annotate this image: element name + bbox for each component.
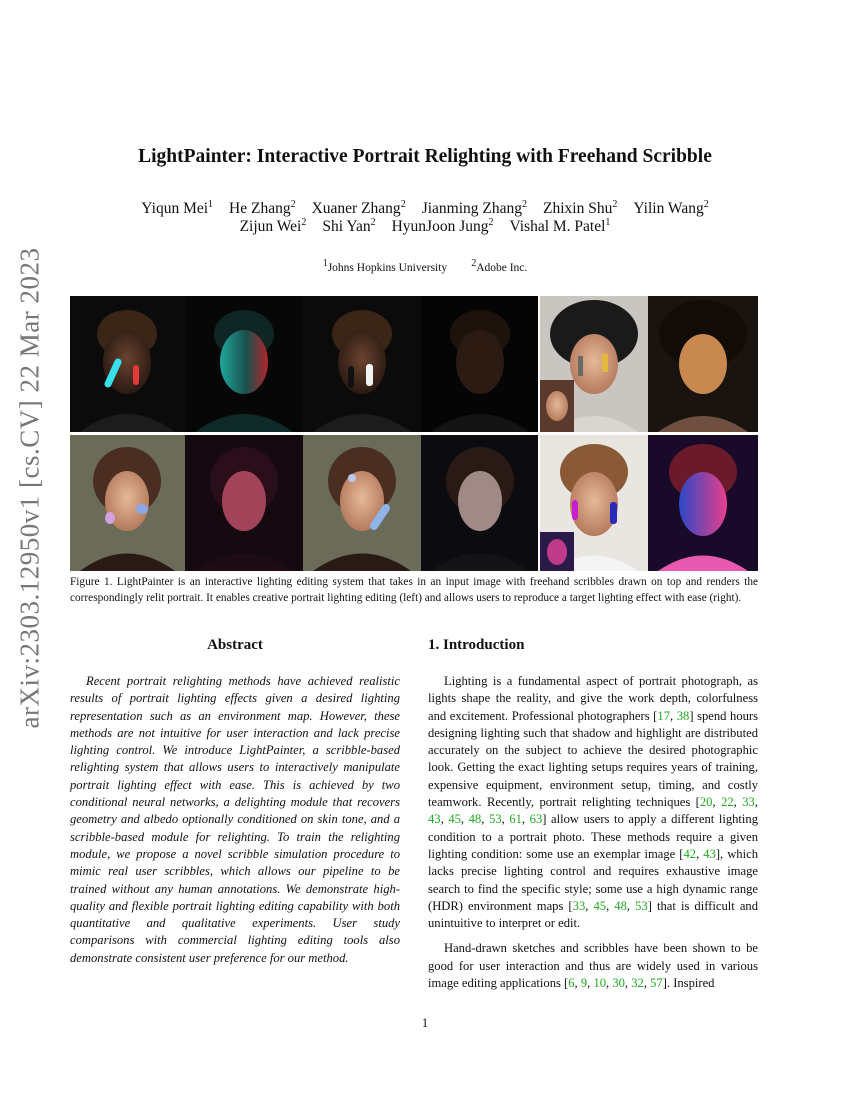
citation-link[interactable]: 57 xyxy=(650,976,663,991)
intro-paragraph-1: Lighting is a fundamental aspect of portrait photograph, as lights shape the reality, and give the work depth, colorfulness and excitement. Professional photographers [17, 38] spend hours designing lighting such that shadow and highlight are distributed accurately on the subject to achieve the desired photographic look. Getting the exact lighting setups requires years of training, expensive equipment, environment setup, timing, and costly teamwork. Recently, portrait relighting techniques [20, 22, 33, 43, 45, 48, 53, 61, 63] allow users to apply a different lighting condition to a portrait photo. These methods require a given lighting condition: some use an exemplar image [42, 43], which lacks precise lighting control and requires exhaustive image search to find the specific style; some use a high dynamic range (HDR) environment maps [33, 45, 48, 53] that is difficult and unintuitive to interpret or edit. xyxy=(428,674,759,931)
author-affiliation-mark: 2 xyxy=(301,216,307,228)
citation-link[interactable]: 22 xyxy=(721,795,734,810)
figure-panel-relit-5 xyxy=(421,435,538,571)
figure-panel-input-2 xyxy=(303,296,421,432)
teaser-figure xyxy=(70,296,758,571)
arxiv-sidebar xyxy=(8,247,52,729)
author-name: He Zhang$^2$ xyxy=(229,198,296,217)
citation-link[interactable]: 30 xyxy=(612,976,625,991)
author-affiliation-mark: 1 xyxy=(208,198,214,210)
author-affiliation-mark: 2 xyxy=(488,216,494,228)
citation-link[interactable]: 6 xyxy=(568,976,575,991)
citation-link[interactable]: 53 xyxy=(488,812,502,827)
citation-link[interactable]: 32 xyxy=(631,976,644,991)
citation-link[interactable]: 53 xyxy=(635,898,648,913)
citation-link[interactable]: 33 xyxy=(572,898,586,913)
citation-link[interactable]: 38 xyxy=(676,708,690,723)
citation-link[interactable]: 33 xyxy=(742,795,755,810)
author-line-1 xyxy=(0,200,850,218)
figure-panel-input-1 xyxy=(70,296,185,432)
figure-panel-input-6 xyxy=(540,435,648,571)
affiliation: $^2$Adobe Inc. xyxy=(471,258,528,274)
author-name: Yilin Wang$^2$ xyxy=(633,198,709,217)
author-affiliation-mark: 2 xyxy=(370,216,376,228)
figure-caption: Figure 1. LightPainter is an interactive lighting editing system that takes in an input image with freehand scribbles drawn on top and renders the correspondingly relit portrait. It enables creative portrait lighting editing (left) and allows users to reproduce a target lighting effect with ease (right). xyxy=(70,576,758,604)
citation-link[interactable]: 43 xyxy=(428,812,441,827)
author-name: Zhixin Shu$^2$ xyxy=(543,198,618,217)
citation-link[interactable]: 45 xyxy=(448,812,461,827)
citation-link[interactable]: 9 xyxy=(580,976,588,991)
citation-link[interactable]: 61 xyxy=(509,812,522,827)
author-name: Jianming Zhang$^2$ xyxy=(421,198,527,217)
figure-panel-relit-4 xyxy=(185,435,303,571)
figure-panel-input-5 xyxy=(303,435,421,571)
author-affiliation-mark: 2 xyxy=(612,198,618,210)
author-name: Vishal M. Patel$^1$ xyxy=(509,216,611,235)
author-affiliation-mark: 2 xyxy=(290,198,296,210)
intro-paragraph-2: Hand-drawn sketches and scribbles have been shown to be good for user interaction and thus are widely used in various image editing applications [6, 9, 10, 30, 32, 57]. Inspired xyxy=(428,941,758,991)
author-name: Xuaner Zhang$^2$ xyxy=(311,198,406,217)
author-name: Shi Yan$^2$ xyxy=(322,216,376,235)
author-affiliation-mark: 1 xyxy=(605,216,611,228)
citation-link[interactable]: 17 xyxy=(657,708,670,723)
citation-link[interactable]: 20 xyxy=(699,795,713,810)
affiliation: $^1$Johns Hopkins University xyxy=(322,258,448,274)
citation-link[interactable]: 48 xyxy=(614,898,627,913)
author-affiliation-mark: 2 xyxy=(522,198,527,210)
figure-panel-input-4 xyxy=(70,435,185,571)
page-number: 1 xyxy=(421,1016,429,1030)
intro-heading: 1. Introduction xyxy=(428,637,525,653)
figure-panel-relit-2 xyxy=(421,296,538,432)
figure-panel-relit-3 xyxy=(648,296,758,432)
figure-panel-relit-1 xyxy=(185,296,303,432)
citation-link[interactable]: 43 xyxy=(703,846,716,861)
affiliations xyxy=(0,258,850,274)
citation-link[interactable]: 42 xyxy=(683,846,697,861)
author-affiliation-mark: 2 xyxy=(703,198,709,210)
abstract-text: Recent portrait relighting methods have achieved realistic results of portrait lighting effects given a desired lighting representation such as an environment map. However, these methods are not intuitive for user interaction and lack precise lighting control. We introduce LightPainter, a scribble-based relighting system that allows users to interactively manipulate portrait lighting effect with ease. This is achieved by two conditional neural networks, a delighting module that recovers geometry and albedo optionally conditioned on skin tone, and a scribble-based module for relighting. To train the relighting module, we propose a novel scribble simulation procedure to mimic real user scribbles, which allows our pipeline to be trained without any human annotations. We demonstrate high-quality and flexible portrait lighting editing capability with both quantitative and qualitative experiments. User study comparisons with commercial lighting editing tools also demonstrate consistent user preference for our method. xyxy=(70,674,400,965)
figure-panel-input-3 xyxy=(540,296,648,432)
author-affiliation-mark: 2 xyxy=(400,198,406,210)
citation-link[interactable]: 48 xyxy=(468,812,482,827)
figure-panel-relit-6 xyxy=(648,435,758,571)
author-name: Zijun Wei$^2$ xyxy=(239,216,307,235)
citation-link[interactable]: 10 xyxy=(593,976,607,991)
abstract-heading: Abstract xyxy=(207,637,263,653)
paper-title: LightPainter: Interactive Portrait Relighting with Freehand Scribble xyxy=(138,146,712,167)
author-name: HyunJoon Jung$^2$ xyxy=(391,216,494,235)
citation-link[interactable]: 63 xyxy=(529,812,543,827)
abstract-section xyxy=(70,637,400,967)
introduction-section xyxy=(428,637,758,992)
citation-link[interactable]: 45 xyxy=(593,898,607,913)
author-line-2 xyxy=(0,218,850,236)
arxiv-identifier: arXiv:2303.12950v1 [cs.CV] 22 Mar 2023 xyxy=(14,247,45,729)
author-name: Yiqun Mei$^1$ xyxy=(141,198,214,217)
